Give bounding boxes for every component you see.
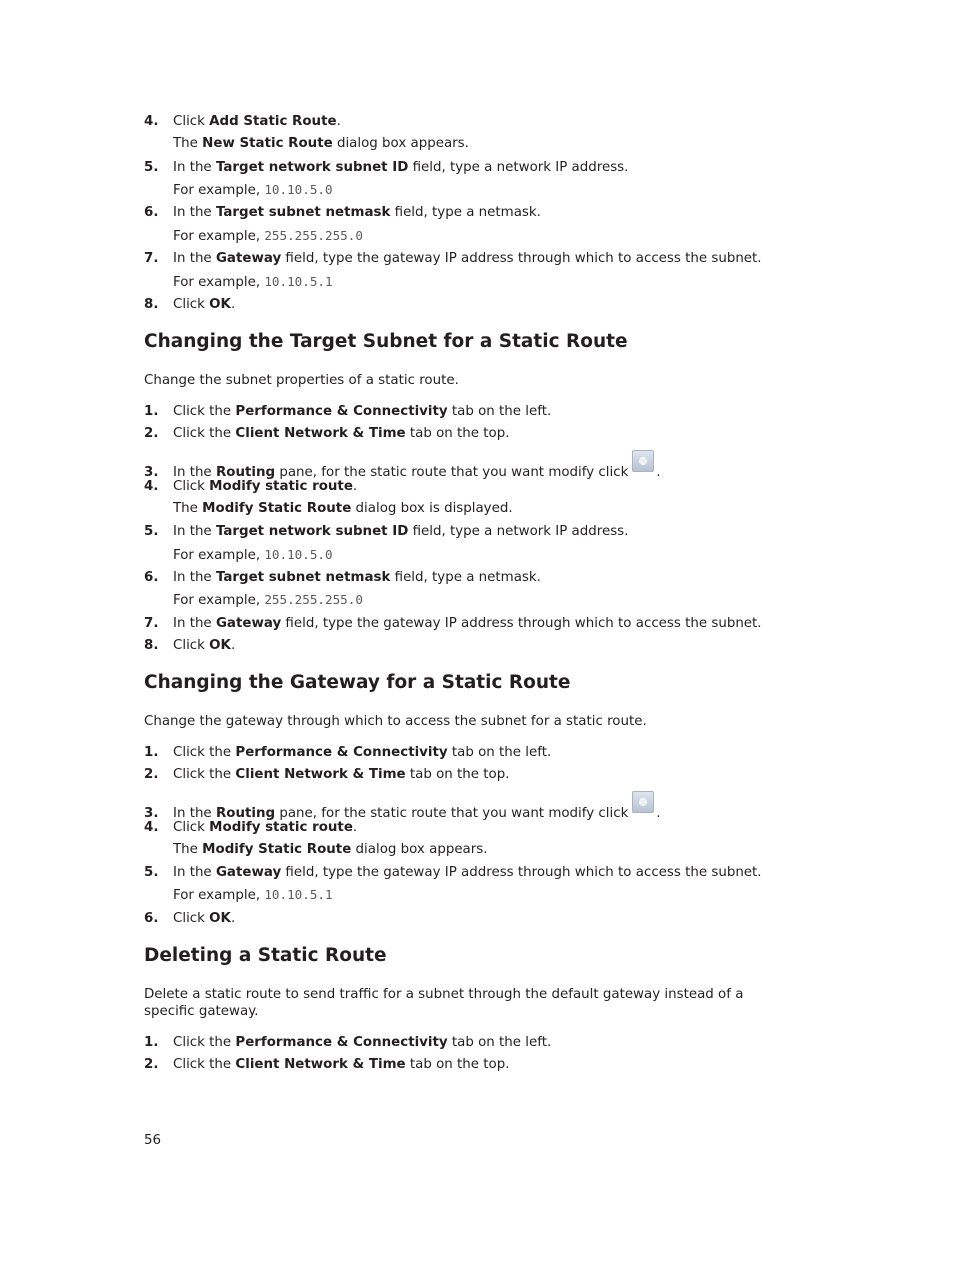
intro-delete-static-route: Delete a static route to send traffic for a subnet through the default gateway instead of a specific gateway. [144, 987, 744, 1019]
step-a5-example: For example, 10.10.5.0 [173, 182, 333, 198]
step-b4: 4. Click Modify static route. [144, 479, 358, 494]
step-c5-example: For example, 10.10.5.1 [173, 887, 333, 903]
step-b6: 6. In the Target subnet netmask field, type a netmask. [144, 570, 541, 585]
page-number: 56 [144, 1133, 162, 1148]
step-b5: 5. In the Target network subnet ID field, type a network IP address. [144, 524, 629, 539]
step-b7: 7. In the Gateway field, type the gateway IP address through which to access the subnet. [144, 616, 762, 631]
step-c5: 5. In the Gateway field, type the gateway IP address through which to access the subnet. [144, 865, 762, 880]
step-a8: 8. Click OK. [144, 297, 236, 312]
step-b5-example: For example, 10.10.5.0 [173, 547, 333, 563]
heading-delete-static-route: Deleting a Static Route [144, 945, 387, 966]
heading-change-gateway: Changing the Gateway for a Static Route [144, 672, 571, 693]
step-c3: 3. In the Routing pane, for the static route that you want modify click . [144, 797, 661, 823]
step-c6: 6. Click OK. [144, 911, 236, 926]
step-a4: 4. Click Add Static Route. [144, 114, 341, 129]
step-b6-example: For example, 255.255.255.0 [173, 592, 363, 608]
step-b3: 3. In the Routing pane, for the static route that you want modify click . [144, 456, 661, 482]
step-b4-result: The Modify Static Route dialog box is displayed. [173, 501, 513, 516]
step-a6: 6. In the Target subnet netmask field, type a netmask. [144, 205, 541, 220]
intro-change-target-subnet: Change the subnet properties of a static route. [144, 373, 459, 388]
step-a6-example: For example, 255.255.255.0 [173, 228, 363, 244]
gear-icon[interactable] [632, 450, 654, 472]
step-a7-example: For example, 10.10.5.1 [173, 274, 333, 290]
step-d2: 2. Click the Client Network & Time tab on the top. [144, 1057, 510, 1072]
intro-change-gateway: Change the gateway through which to access the subnet for a static route. [144, 714, 647, 729]
step-c1: 1. Click the Performance & Connectivity tab on the left. [144, 745, 552, 760]
step-a4-result: The New Static Route dialog box appears. [173, 136, 469, 151]
step-c4: 4. Click Modify static route. [144, 820, 358, 835]
gear-icon[interactable] [632, 791, 654, 813]
heading-change-target-subnet: Changing the Target Subnet for a Static Route [144, 331, 628, 352]
step-b1: 1. Click the Performance & Connectivity tab on the left. [144, 404, 552, 419]
step-a7: 7. In the Gateway field, type the gateway IP address through which to access the subnet. [144, 251, 762, 266]
step-a5: 5. In the Target network subnet ID field, type a network IP address. [144, 160, 629, 175]
step-b2: 2. Click the Client Network & Time tab on the top. [144, 426, 510, 441]
step-c2: 2. Click the Client Network & Time tab on the top. [144, 767, 510, 782]
step-c4-result: The Modify Static Route dialog box appears. [173, 842, 488, 857]
step-d1: 1. Click the Performance & Connectivity tab on the left. [144, 1035, 552, 1050]
step-b8: 8. Click OK. [144, 638, 236, 653]
